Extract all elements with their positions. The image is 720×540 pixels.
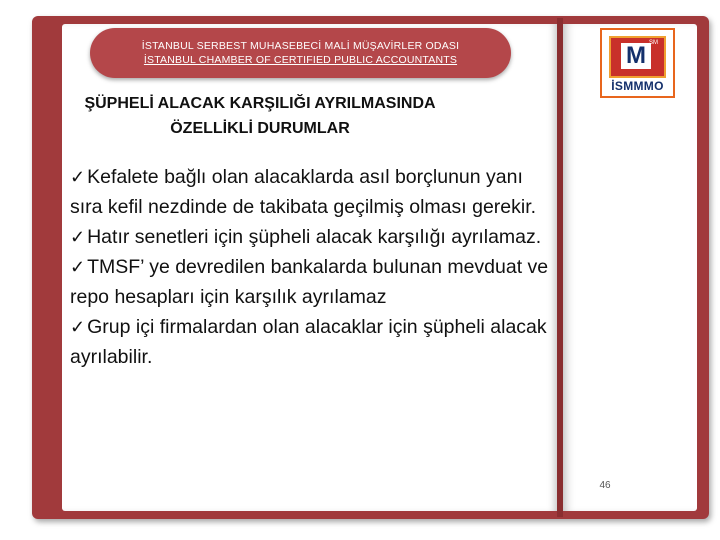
ismmmo-logo (600, 28, 675, 98)
bullet-item (70, 312, 550, 372)
bullet-item (70, 222, 550, 252)
title-line-1: ŞÜPHELİ ALACAK KARŞILIĞI AYRILMASINDA (84, 95, 436, 112)
slide-title (80, 91, 440, 141)
bullet-text: TMSF’ ye devredilen bankalarda bulunan mevduat ve repo hesapları için karşılık ayrılamaz (70, 256, 549, 308)
banner-line-english: İSTANBUL CHAMBER OF CERTIFIED PUBLIC ACCOUNTANTS (143, 54, 458, 66)
logo-emblem (609, 36, 666, 78)
bullet-text: Kefalete bağlı olan alacaklarda asıl borçlunun yanı sıra kefil nezdinde de takibata geçilmiş olması gerekir. (70, 166, 537, 218)
logo-tm: SM (649, 40, 658, 46)
bullet-item (70, 252, 550, 312)
logo-mark: M (621, 43, 651, 69)
bullet-list (70, 162, 550, 372)
check-icon: ✓ (70, 257, 86, 277)
bullet-text: Grup içi firmalardan olan alacaklar için şüpheli alacak ayrılabilir. (70, 316, 547, 368)
banner-line-turkish: İSTANBUL SERBEST MUHASEBECİ MALİ MÜŞAVİRLER ODASI (141, 40, 460, 52)
bullet-text: Hatır senetleri için şüpheli alacak karşılığı ayrılamaz. (87, 226, 542, 248)
check-icon: ✓ (70, 227, 86, 247)
logo-text: İSMMMO (611, 79, 664, 93)
title-line-2: ÖZELLİKLİ DURUMLAR (170, 120, 350, 137)
page-number: 46 (599, 480, 611, 491)
check-icon: ✓ (70, 167, 86, 187)
bullet-item (70, 162, 550, 222)
header-banner (90, 28, 511, 78)
check-icon: ✓ (70, 317, 86, 337)
